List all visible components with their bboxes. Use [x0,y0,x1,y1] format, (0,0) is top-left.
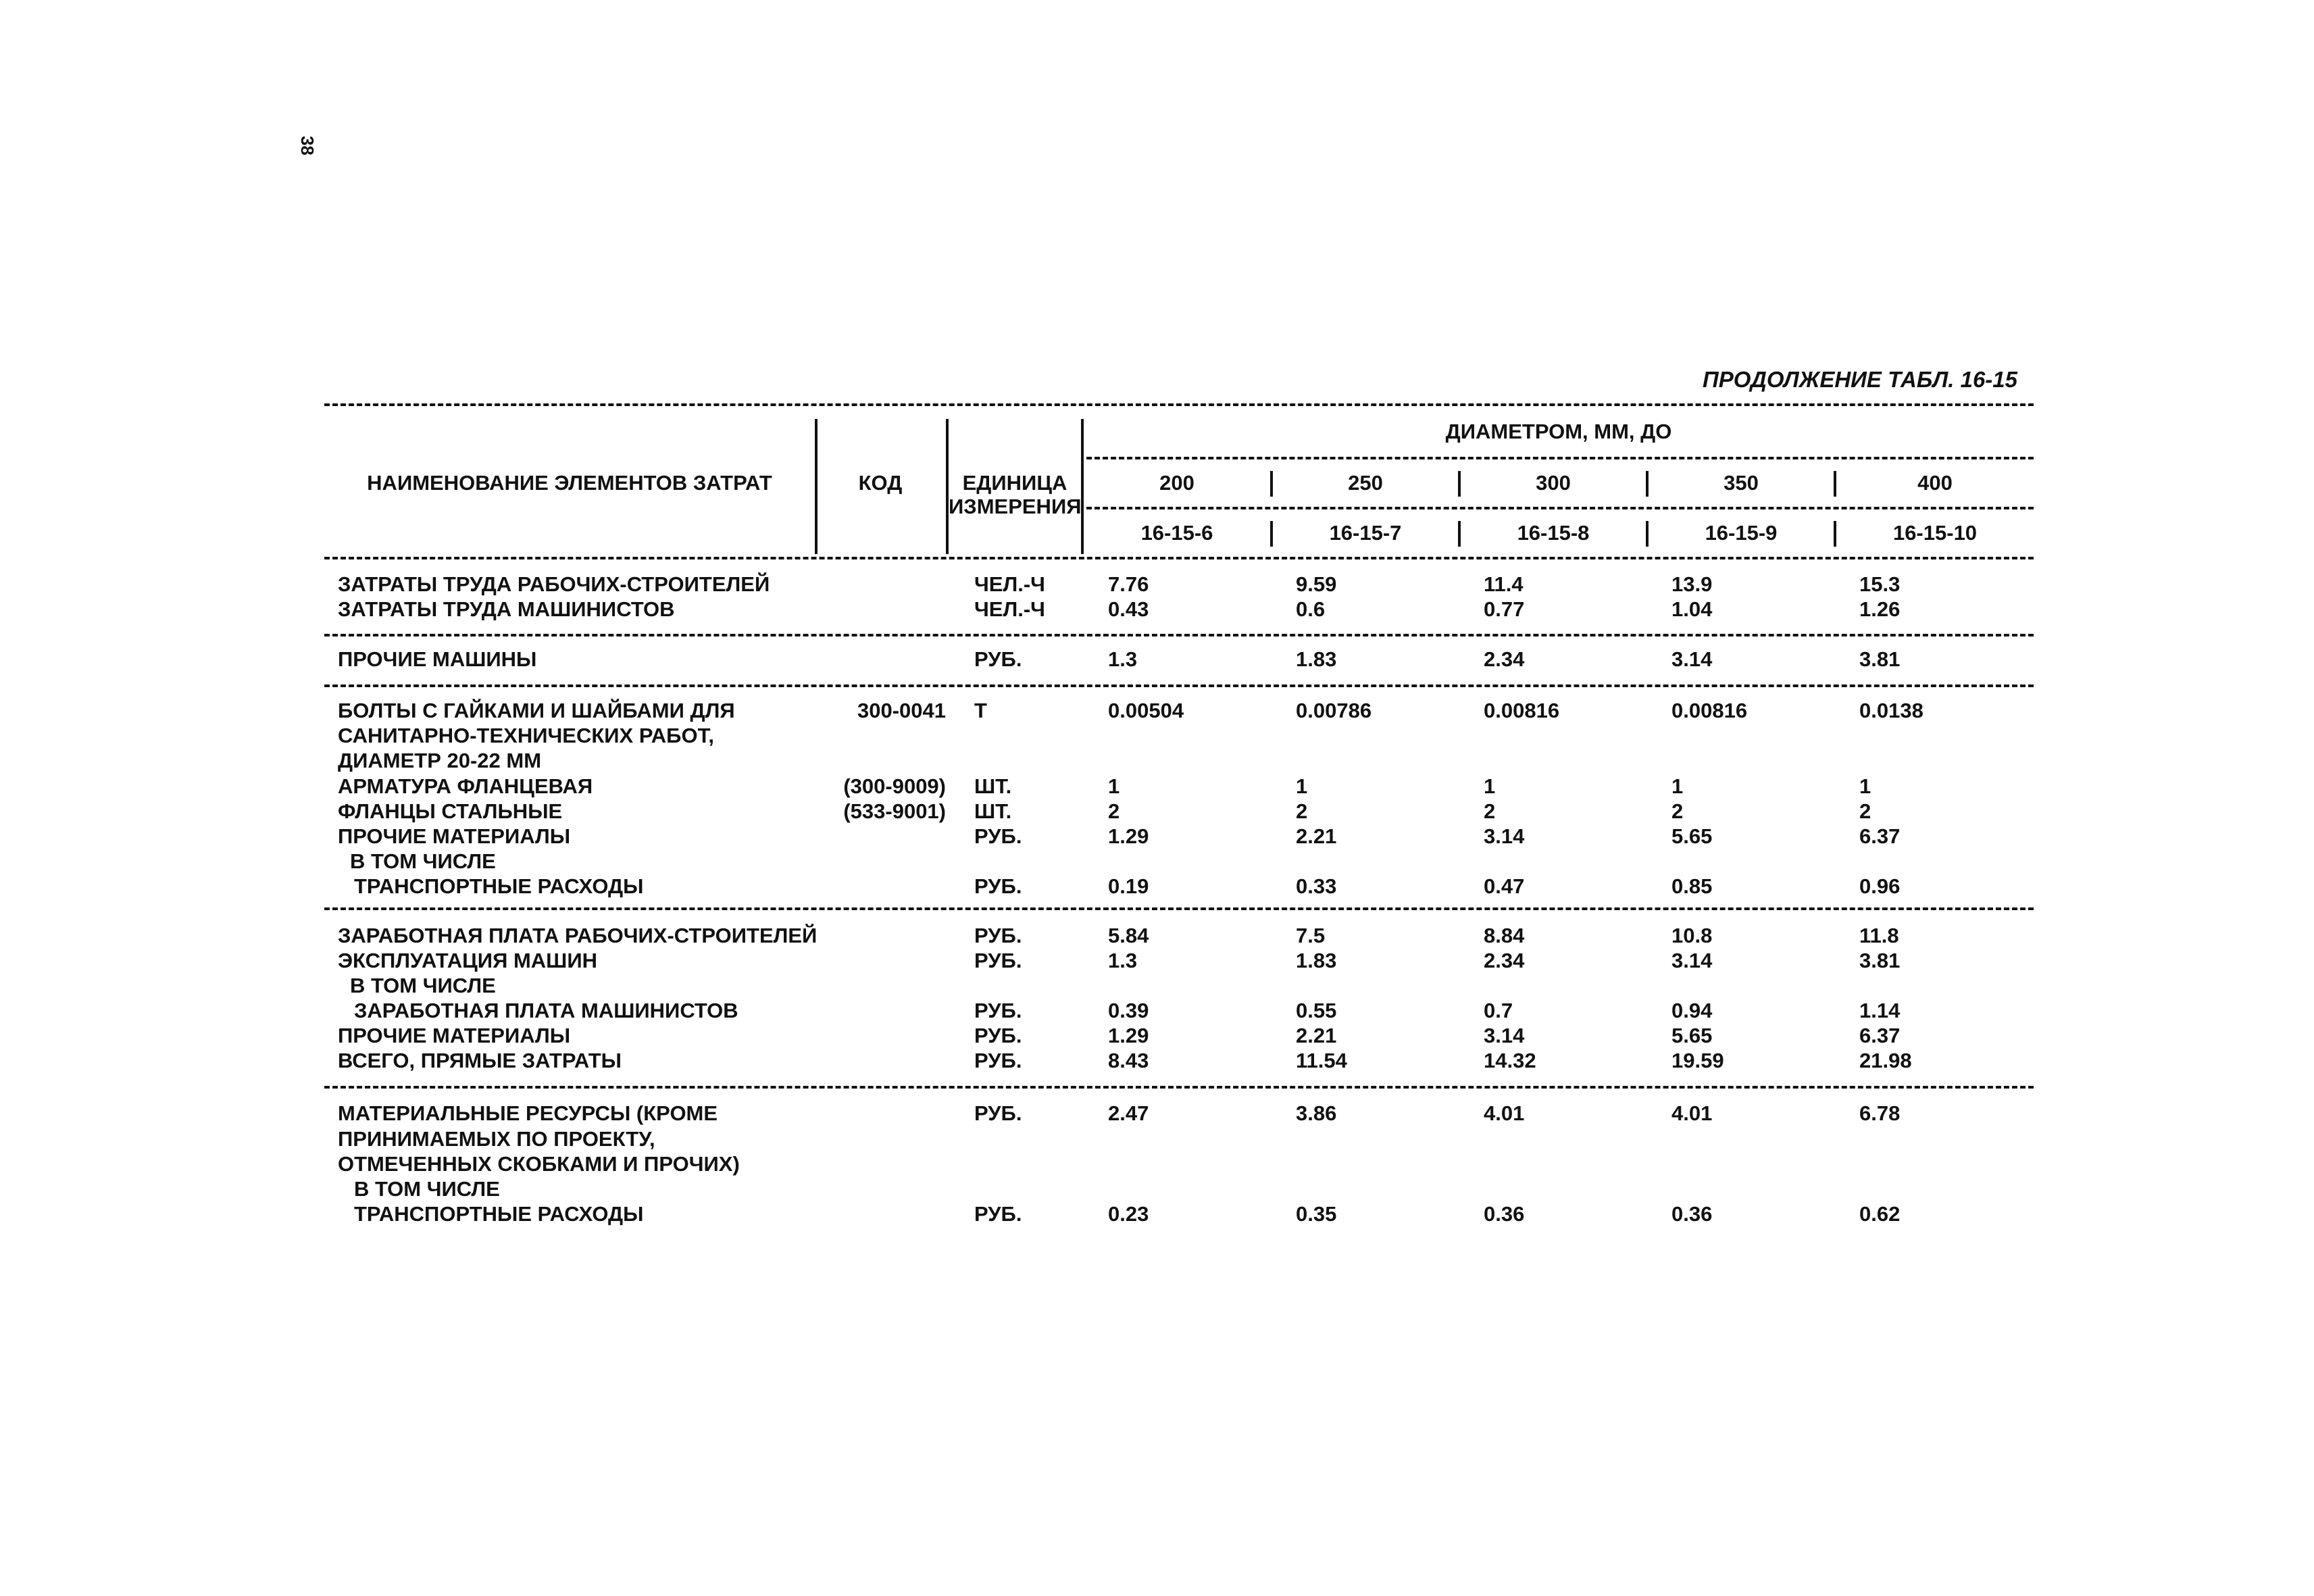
row-unit: РУБ. [974,1049,1022,1072]
rule-header-bottom [324,557,2034,559]
header-rate-code: 16-15-9 [1705,521,1778,545]
header-rate-code: 16-15-7 [1329,521,1402,545]
row-value: 6.78 [1859,1101,1901,1125]
header-rate-code: 16-15-8 [1517,521,1590,545]
row-value: 1.26 [1859,597,1901,621]
row-value: 0.23 [1108,1202,1149,1226]
header-diameter: 300 [1536,471,1571,495]
row-value: 0.77 [1484,597,1525,621]
row-value: 1.29 [1108,1024,1149,1047]
row-value: 5.84 [1108,924,1149,947]
row-value: 1 [1484,774,1496,798]
header-rate-code: 16-15-6 [1140,521,1213,545]
row-unit: РУБ. [974,874,1022,898]
row-value: 1 [1108,774,1120,798]
row-name: ПРОЧИЕ МАТЕРИАЛЫ [338,824,571,848]
rule-section-2 [324,684,2034,687]
row-value: 13.9 [1671,572,1713,596]
row-name: ФЛАНЦЫ СТАЛЬНЫЕ [338,799,563,823]
row-value: 0.85 [1671,874,1713,898]
row-unit: РУБ. [974,924,1022,947]
row-value: 0.00816 [1671,699,1748,722]
row-value: 6.37 [1859,1024,1901,1047]
row-name: В ТОМ ЧИСЛЕ [350,974,496,997]
row-value: 2 [1484,799,1496,823]
row-value: 11.4 [1484,572,1524,596]
row-value: 3.14 [1671,647,1713,671]
row-value: 10.8 [1671,924,1713,947]
row-unit: ЧЕЛ.-Ч [974,572,1045,596]
row-name: ОТМЕЧЕННЫХ СКОБКАМИ И ПРОЧИХ) [338,1152,740,1176]
header-diameter: 200 [1159,471,1194,495]
row-value: 11.54 [1296,1049,1347,1072]
row-value: 0.7 [1484,999,1513,1022]
row-code: 300-0041 [857,699,946,722]
row-value: 3.81 [1859,949,1901,972]
row-value: 4.01 [1671,1101,1713,1125]
row-value: 2.21 [1296,1024,1337,1047]
row-unit: РУБ. [974,1101,1022,1125]
row-name: ТРАНСПОРТНЫЕ РАСХОДЫ [354,1202,644,1226]
row-value: 2 [1296,799,1308,823]
row-name: МАТЕРИАЛЬНЫЕ РЕСУРСЫ (КРОМЕ [338,1101,718,1125]
row-name: ЗАРАБОТНАЯ ПЛАТА РАБОЧИХ-СТРОИТЕЛЕЙ [338,924,818,947]
row-value: 2 [1859,799,1871,823]
row-name: ПРОЧИЕ МАТЕРИАЛЫ [338,1024,571,1047]
row-value: 3.14 [1671,949,1713,972]
row-unit: Т [974,699,987,722]
row-value: 3.81 [1859,647,1901,671]
row-value: 2.47 [1108,1101,1149,1125]
row-name: В ТОМ ЧИСЛЕ [354,1177,500,1201]
row-name: АРМАТУРА ФЛАНЦЕВАЯ [338,774,593,798]
row-value: 6.37 [1859,824,1901,848]
row-value: 1 [1671,774,1684,798]
row-value: 0.96 [1859,874,1901,898]
row-value: 1.83 [1296,949,1337,972]
row-value: 3.86 [1296,1101,1337,1125]
row-value: 11.8 [1859,924,1899,947]
row-value: 7.76 [1108,572,1149,596]
row-name: ВСЕГО, ПРЯМЫЕ ЗАТРАТЫ [338,1049,622,1072]
row-name: ЗАТРАТЫ ТРУДА РАБОЧИХ-СТРОИТЕЛЕЙ [338,572,770,596]
row-unit: РУБ. [974,999,1022,1022]
page-number: 38 [297,136,318,155]
row-value: 0.47 [1484,874,1525,898]
header-group: ДИАМЕТРОМ, ММ, ДО [1445,420,1672,443]
header-diameter: 350 [1724,471,1759,495]
header-diameter: 400 [1917,471,1953,495]
row-value: 2.34 [1484,647,1525,671]
row-name: БОЛТЫ С ГАЙКАМИ И ШАЙБАМИ ДЛЯ [338,699,735,722]
row-value: 3.14 [1484,824,1525,848]
row-value: 7.5 [1296,924,1326,947]
rule-section-3 [324,907,2034,910]
row-name: ТРАНСПОРТНЫЕ РАСХОДЫ [354,874,644,898]
row-unit: РУБ. [974,647,1022,671]
rule-section-1 [324,634,2034,637]
row-value: 14.32 [1484,1049,1536,1072]
row-value: 0.33 [1296,874,1337,898]
row-unit: ШТ. [974,799,1012,823]
header-rate-code: 16-15-10 [1892,521,1978,545]
row-value: 0.6 [1296,597,1326,621]
row-value: 1.29 [1108,824,1149,848]
header-unit-1: ЕДИНИЦА [962,471,1067,495]
row-name: ПРИНИМАЕМЫХ ПО ПРОЕКТУ, [338,1127,655,1151]
row-unit: ШТ. [974,774,1012,798]
header-code: КОД [858,471,903,495]
row-unit: РУБ. [974,824,1022,848]
rule-top [324,403,2034,406]
row-value: 0.55 [1296,999,1337,1022]
row-name: ДИАМЕТР 20-22 ММ [338,749,542,772]
header-diameter: 250 [1348,471,1383,495]
row-value: 5.65 [1671,824,1713,848]
row-value: 1.14 [1859,999,1901,1022]
row-value: 2.21 [1296,824,1337,848]
row-name: ЗАРАБОТНАЯ ПЛАТА МАШИНИСТОВ [354,999,738,1022]
row-value: 8.43 [1108,1049,1149,1072]
row-value: 1 [1296,774,1308,798]
row-value: 1.04 [1671,597,1713,621]
row-name: ЗАТРАТЫ ТРУДА МАШИНИСТОВ [338,597,675,621]
row-unit: РУБ. [974,1024,1022,1047]
rule-section-4 [324,1086,2034,1089]
row-value: 0.36 [1671,1202,1713,1226]
row-unit: ЧЕЛ.-Ч [974,597,1045,621]
rule-diameters [1086,507,2034,509]
row-value: 0.43 [1108,597,1149,621]
row-unit: РУБ. [974,1202,1022,1226]
row-value: 1.3 [1108,949,1138,972]
row-value: 0.94 [1671,999,1713,1022]
row-value: 4.01 [1484,1101,1525,1125]
row-value: 2 [1108,799,1120,823]
row-value: 2 [1671,799,1684,823]
row-value: 0.00816 [1484,699,1560,722]
rule-group [1086,457,2034,459]
row-name: ПРОЧИЕ МАШИНЫ [338,647,537,671]
table-title: ПРОДОЛЖЕНИЕ ТАБЛ. 16-15 [1703,367,2017,392]
row-value: 0.19 [1108,874,1149,898]
row-value: 0.36 [1484,1202,1525,1226]
header-name: НАИМЕНОВАНИЕ ЭЛЕМЕНТОВ ЗАТРАТ [367,471,772,495]
row-name: В ТОМ ЧИСЛЕ [350,849,496,873]
row-value: 2.34 [1484,949,1525,972]
row-value: 0.00786 [1296,699,1372,722]
row-name: САНИТАРНО-ТЕХНИЧЕСКИХ РАБОТ, [338,724,715,747]
row-value: 19.59 [1671,1049,1724,1072]
row-code: (300-9009) [843,774,946,798]
row-value: 0.35 [1296,1202,1337,1226]
row-value: 15.3 [1859,572,1901,596]
row-value: 8.84 [1484,924,1525,947]
row-value: 21.98 [1859,1049,1912,1072]
header-unit-2: ИЗМЕРЕНИЯ [949,495,1082,518]
row-value: 0.0138 [1859,699,1923,722]
row-value: 0.39 [1108,999,1149,1022]
row-value: 0.62 [1859,1202,1901,1226]
row-value: 0.00504 [1108,699,1184,722]
row-unit: РУБ. [974,949,1022,972]
row-value: 9.59 [1296,572,1337,596]
row-value: 3.14 [1484,1024,1525,1047]
row-value: 1.3 [1108,647,1138,671]
row-value: 5.65 [1671,1024,1713,1047]
row-code: (533-9001) [843,799,946,823]
row-value: 1 [1859,774,1871,798]
row-name: ЭКСПЛУАТАЦИЯ МАШИН [338,949,598,972]
row-value: 1.83 [1296,647,1337,671]
